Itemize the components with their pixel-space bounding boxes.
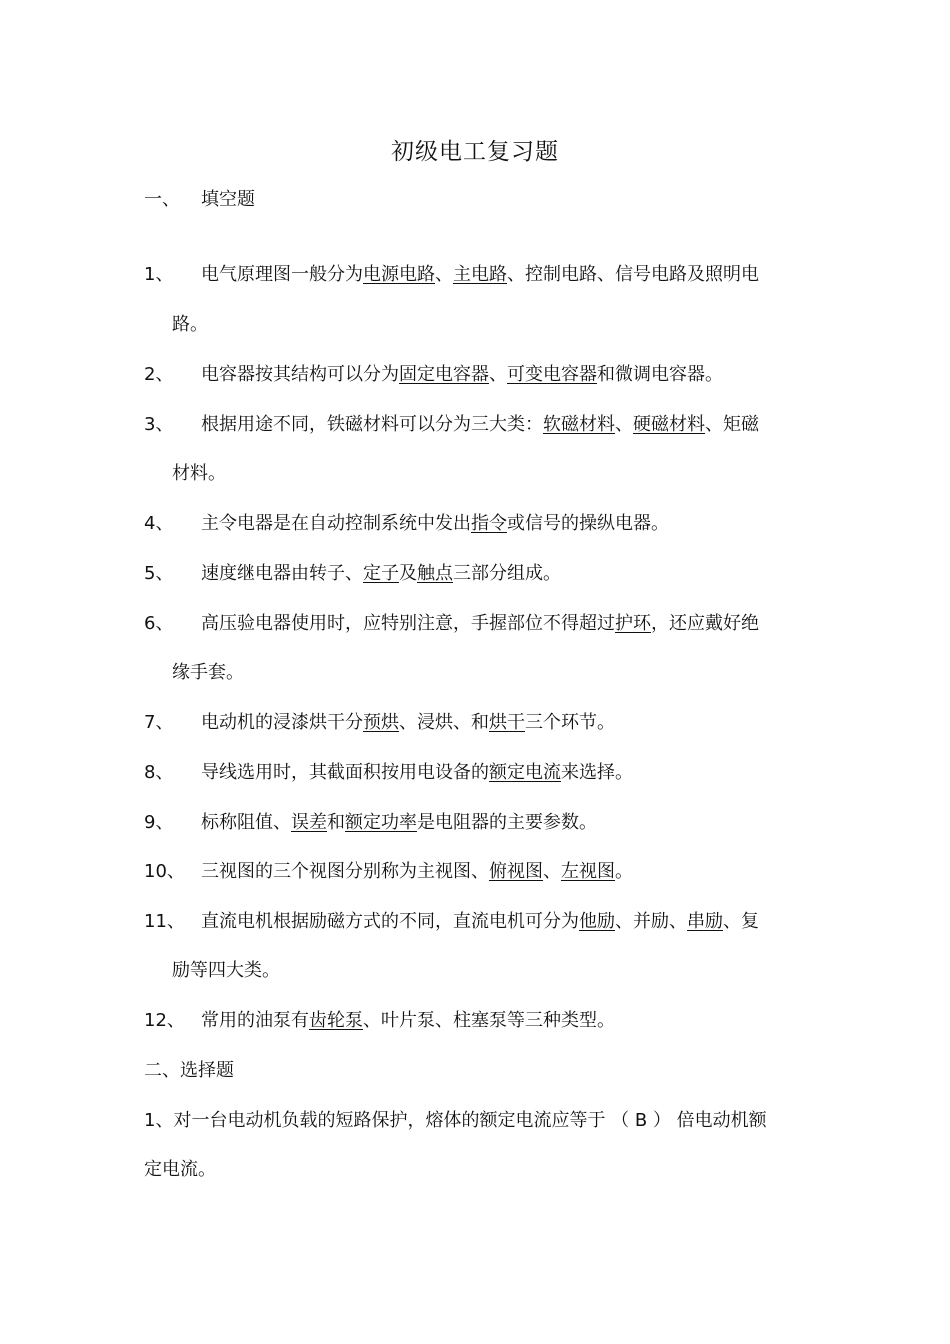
question-text: 、叶片泵、柱塞泵等三种类型。 <box>363 1010 615 1031</box>
question-6 <box>144 611 759 637</box>
question-5 <box>144 561 561 587</box>
question-text: 、 <box>435 264 453 285</box>
question-text: 和微调电容器。 <box>597 364 723 385</box>
question-text: 、复 <box>723 911 759 932</box>
question-number: 3、 <box>144 414 174 435</box>
question-text: 常用的油泵有 <box>201 1010 309 1031</box>
answer: 额定电流 <box>489 762 561 783</box>
page-title: 初级电工复习题 <box>391 139 559 165</box>
answer: 固定电容器 <box>399 364 489 385</box>
answer: 指令 <box>471 513 507 534</box>
question-text: 速度继电器由转子、 <box>201 563 363 584</box>
question-number: 4、 <box>144 513 174 534</box>
question-text: 、浸烘、和 <box>399 712 489 733</box>
answer: 护环 <box>615 613 651 634</box>
question-text: 三部分组成。 <box>453 563 561 584</box>
answer: 左视图 <box>561 861 615 882</box>
question-1-continuation: 路。 <box>172 314 208 335</box>
question-9 <box>144 810 597 836</box>
question-text: 及 <box>399 563 417 584</box>
question-3-continuation: 材料。 <box>172 463 226 484</box>
question-3 <box>144 412 759 438</box>
question-number: 8、 <box>144 762 174 783</box>
question-number: 12、 <box>144 1010 185 1031</box>
question-text: 三个环节。 <box>525 712 615 733</box>
question-text: 导线选用时，其截面积按用电设备的 <box>201 762 489 783</box>
answer: 定子 <box>363 563 399 584</box>
question-number: 9、 <box>144 812 174 833</box>
question-text: 、并励、 <box>615 911 687 932</box>
question-text: 、控制电路、信号电路及照明电 <box>507 264 759 285</box>
question-text: 根据用途不同，铁磁材料可以分为三大类： <box>201 414 543 435</box>
question-text: 标称阻值、 <box>201 812 291 833</box>
question-text: 是电阻器的主要参数。 <box>417 812 597 833</box>
answer: 主电路 <box>453 264 507 285</box>
section-number: 一、 <box>144 189 180 210</box>
section-multiple-choice-heading: 二、选择题 <box>144 1060 234 1081</box>
question-7 <box>144 710 615 736</box>
question-8 <box>144 760 633 786</box>
answer: 齿轮泵 <box>309 1010 363 1031</box>
answer: 他励 <box>579 911 615 932</box>
question-text: 、 <box>615 414 633 435</box>
question-text: 直流电机根据励磁方式的不同，直流电机可分为 <box>201 911 579 932</box>
answer: 额定功率 <box>345 812 417 833</box>
answer: 硬磁材料 <box>633 414 705 435</box>
answer: 可变电容器 <box>507 364 597 385</box>
answer: 软磁材料 <box>543 414 615 435</box>
answer: 俯视图 <box>489 861 543 882</box>
question-text: 来选择。 <box>561 762 633 783</box>
question-text: 电动机的浸漆烘干分 <box>201 712 363 733</box>
question-text: 、 <box>543 861 561 882</box>
section-fill-blank-heading <box>144 187 255 213</box>
question-11-continuation: 励等四大类。 <box>172 960 280 981</box>
question-number: 1、 <box>144 264 174 285</box>
question-text: 和 <box>327 812 345 833</box>
question-number: 10、 <box>144 861 185 882</box>
question-text: 电容器按其结构可以分为 <box>201 364 399 385</box>
question-text: 高压验电器使用时，应特别注意，手握部位不得超过 <box>201 613 615 634</box>
question-number: 6、 <box>144 613 174 634</box>
question-text: 、矩磁 <box>705 414 759 435</box>
question-12 <box>144 1008 615 1034</box>
answer: 触点 <box>417 563 453 584</box>
question-2 <box>144 362 723 388</box>
answer: 烘干 <box>489 712 525 733</box>
question-number: 7、 <box>144 712 174 733</box>
answer: 串励 <box>687 911 723 932</box>
question-text: 三视图的三个视图分别称为主视图、 <box>201 861 489 882</box>
section-label: 填空题 <box>201 189 255 210</box>
answer: 误差 <box>291 812 327 833</box>
question-11 <box>144 909 759 935</box>
question-text: 。 <box>615 861 633 882</box>
choice-question-1-continuation: 定电流。 <box>144 1159 216 1180</box>
question-text: 、 <box>489 364 507 385</box>
question-number: 5、 <box>144 563 174 584</box>
question-6-continuation: 缘手套。 <box>172 662 244 683</box>
choice-question-1: 1、对一台电动机负载的短路保护，熔体的额定电流应等于 （ B ） 倍电动机额 <box>144 1110 767 1131</box>
question-number: 11、 <box>144 911 185 932</box>
answer: 电源电路 <box>363 264 435 285</box>
question-text: 电气原理图一般分为 <box>201 264 363 285</box>
answer: 预烘 <box>363 712 399 733</box>
question-1 <box>144 262 759 288</box>
question-text: ，还应戴好绝 <box>651 613 759 634</box>
question-text: 或信号的操纵电器。 <box>507 513 669 534</box>
question-4 <box>144 511 669 537</box>
question-10 <box>144 859 633 885</box>
question-text: 主令电器是在自动控制系统中发出 <box>201 513 471 534</box>
question-number: 2、 <box>144 364 174 385</box>
